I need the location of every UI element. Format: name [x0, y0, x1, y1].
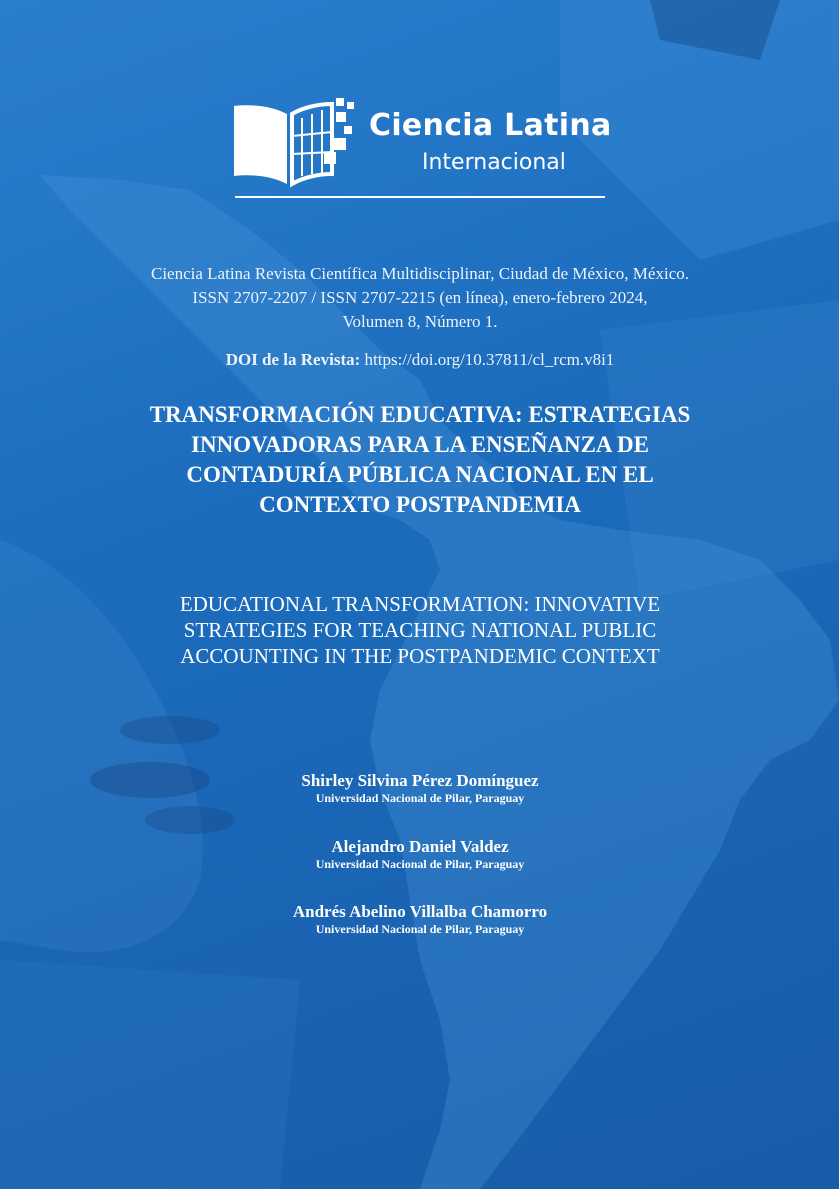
author-affiliation: Universidad Nacional de Pilar, Paraguay: [315, 791, 525, 805]
article-title-english: [40, 591, 800, 669]
author-affiliation: Universidad Nacional de Pilar, Paraguay: [315, 857, 525, 871]
title-line: EDUCATIONAL TRANSFORMATION: INNOVATIVE: [179, 592, 661, 616]
logo-subtitle: Internacional: [422, 150, 566, 175]
author-affiliation: Universidad Nacional de Pilar, Paraguay: [315, 922, 525, 936]
author-entry: [120, 902, 720, 936]
journal-info: [60, 262, 780, 334]
doi-label: DOI de la Revista:: [225, 350, 361, 369]
journal-line: Volumen 8, Número 1.: [342, 312, 498, 331]
author-name: Andrés Abelino Villalba Chamorro: [292, 902, 548, 921]
journal-logo: [232, 96, 612, 202]
author-entry: [120, 771, 720, 805]
title-line: STRATEGIES FOR TEACHING NATIONAL PUBLIC: [183, 618, 657, 642]
title-line: ACCOUNTING IN THE POSTPANDEMIC CONTEXT: [180, 644, 660, 668]
author-name: Alejandro Daniel Valdez: [331, 837, 509, 856]
logo-title: Ciencia Latina: [369, 108, 612, 143]
title-line: TRANSFORMACIÓN EDUCATIVA: ESTRATEGIAS: [149, 402, 691, 427]
open-book-logo-icon: [232, 96, 357, 188]
title-line: INNOVADORAS PARA LA ENSEÑANZA DE: [191, 432, 649, 457]
title-line: CONTADURÍA PÚBLICA NACIONAL EN EL: [186, 462, 654, 487]
doi-link[interactable]: https://doi.org/10.37811/cl_rcm.v8i1: [364, 350, 615, 369]
doi-line: [60, 350, 780, 370]
title-line: CONTEXTO POSTPANDEMIA: [259, 492, 581, 517]
journal-line: Ciencia Latina Revista Científica Multidisciplinar, Ciudad de México, México.: [151, 264, 689, 283]
logo-divider: [235, 196, 605, 198]
journal-line: ISSN 2707-2207 / ISSN 2707-2215 (en línea), enero-febrero 2024,: [192, 288, 648, 307]
author-name: Shirley Silvina Pérez Domínguez: [301, 771, 539, 790]
article-title-spanish: [40, 400, 800, 520]
author-entry: [120, 837, 720, 871]
